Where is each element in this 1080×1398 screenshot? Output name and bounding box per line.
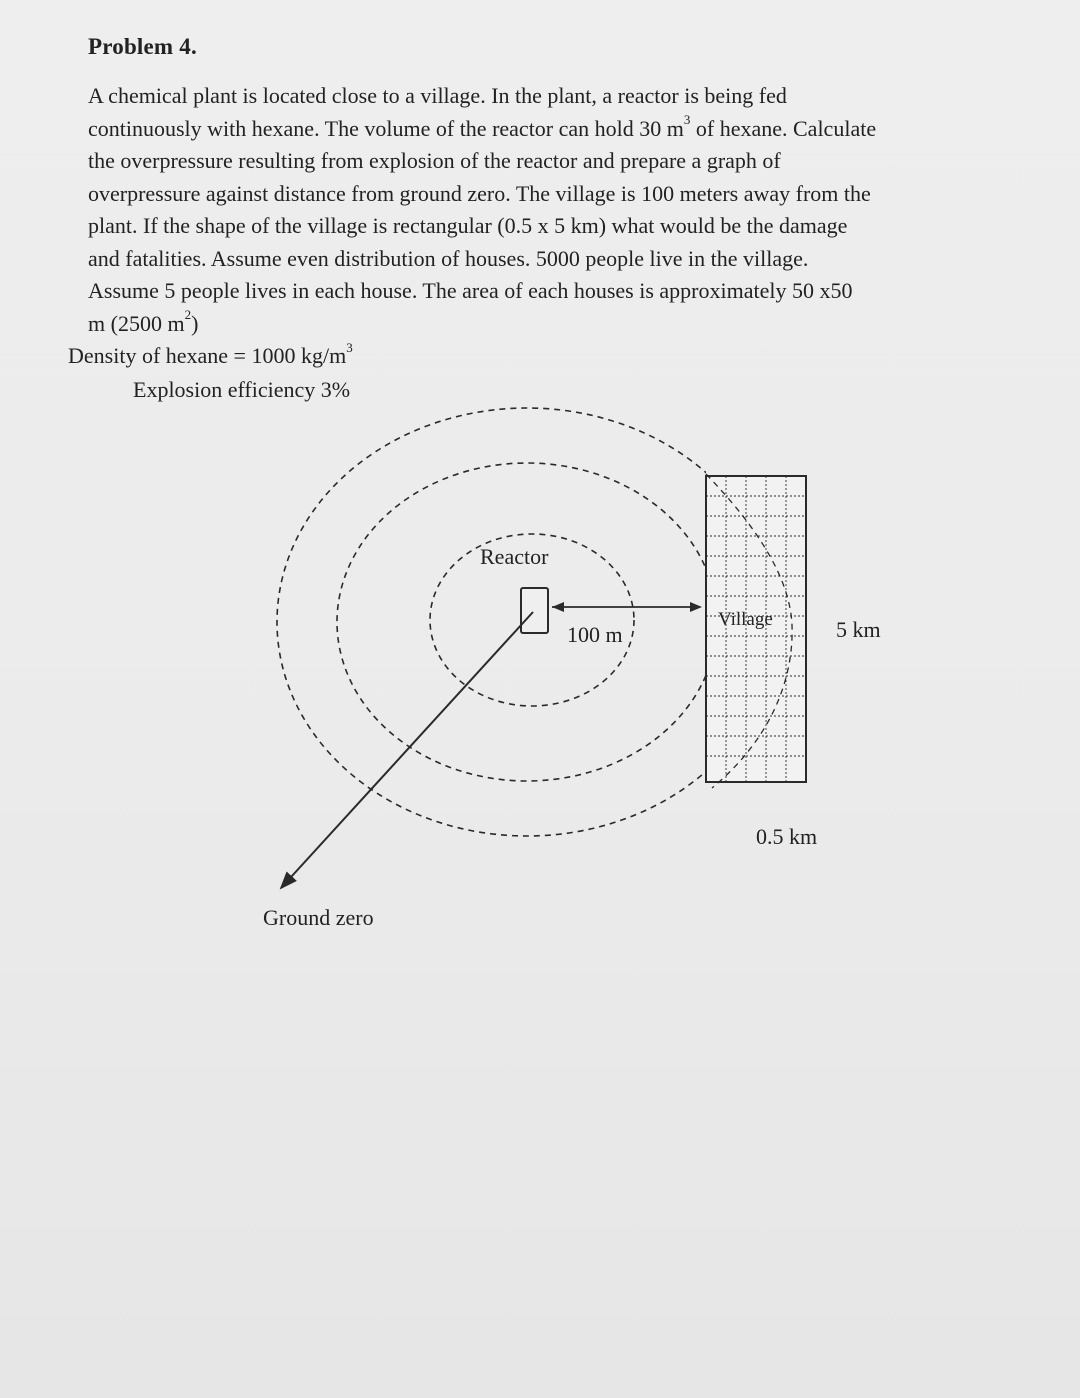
distance-label: 100 m [567, 622, 623, 647]
problem-title: Problem 4. [88, 34, 197, 59]
reactor-label: Reactor [480, 544, 549, 569]
density-unit-exponent: 3 [346, 339, 353, 355]
problem-line-2-text: continuously with hexane. The volume of the reactor can hold 30 m [88, 115, 684, 141]
area-unit-exponent: 2 [184, 307, 192, 323]
distance-arrow-start-head [552, 602, 564, 612]
problem-line-3: the overpressure resulting from explosion of the reactor and prepare a graph of [88, 148, 781, 173]
volume-unit-exponent: 3 [683, 112, 691, 128]
village-label: Village [718, 609, 773, 630]
village-width-label: 0.5 km [756, 824, 818, 849]
ground-zero-label: Ground zero [263, 905, 374, 930]
problem-line-6: and fatalities. Assume even distribution of houses. 5000 people live in the village. [88, 245, 809, 271]
village-rectangle [706, 474, 806, 788]
reactor-box [521, 588, 548, 633]
problem-line-7: Assume 5 people lives in each house. The area of each houses is approximately 50 x50 [88, 278, 853, 303]
problem-line-4: overpressure against distance from ground zero. The village is 100 meters away from the [88, 180, 871, 206]
problem-line-2-tail: of hexane. Calculate [690, 115, 877, 141]
problem-line-8-text: m (2500 m [88, 310, 185, 336]
problem-line-5: plant. If the shape of the village is rectangular (0.5 x 5 km) what would be the damage [88, 213, 848, 238]
problem-line-1: A chemical plant is located close to a village. In the plant, a reactor is being fed [88, 83, 787, 108]
problem-line-8-tail: ) [191, 310, 199, 336]
given-efficiency: Explosion efficiency 3% [133, 377, 351, 402]
ground-zero-arrow [281, 612, 533, 888]
village-length-label: 5 km [836, 617, 881, 642]
density-text: Density of hexane = 1000 kg/m [68, 343, 347, 368]
